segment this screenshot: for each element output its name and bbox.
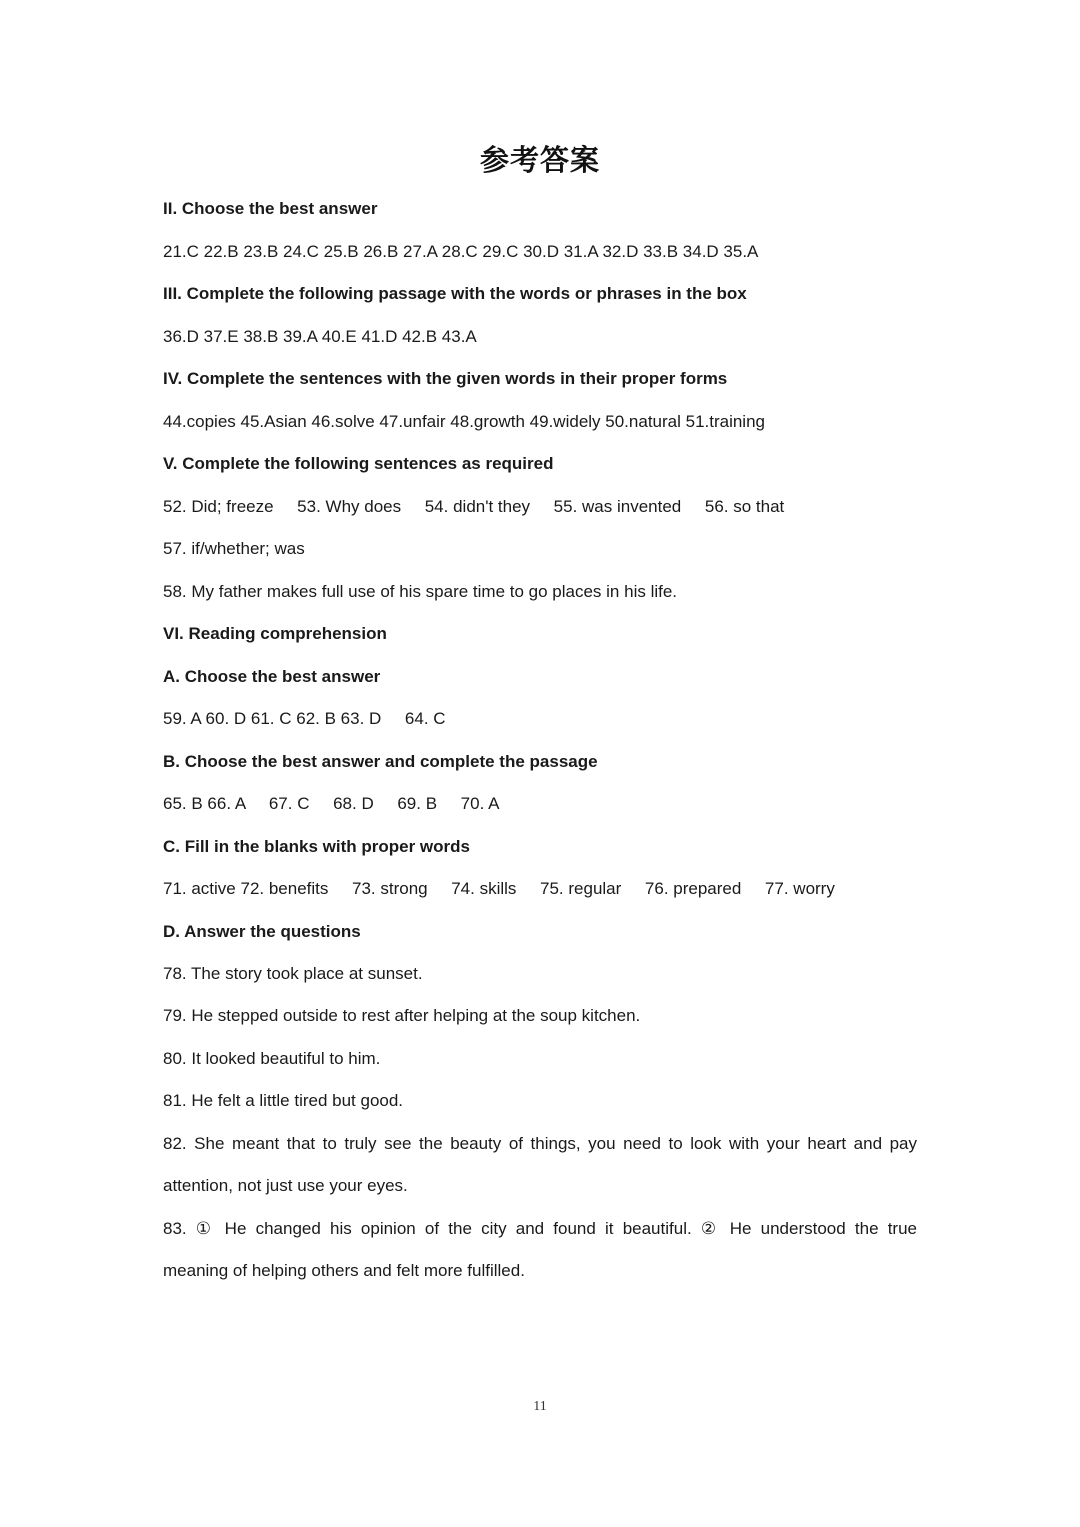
answer-80: 80. It looked beautiful to him. [163, 1049, 381, 1068]
section-6c-heading: C. Fill in the blanks with proper words [163, 837, 470, 856]
section-6-heading: VI. Reading comprehension [163, 624, 387, 643]
section-6b-heading: B. Choose the best answer and complete the passage [163, 752, 598, 771]
section-4-answers: 44.copies 45.Asian 46.solve 47.unfair 48.growth 49.widely 50.natural 51.training [163, 412, 765, 431]
page-number: 11 [533, 1399, 547, 1414]
section-2-answers: 21.C 22.B 23.B 24.C 25.B 26.B 27.A 28.C 29.C 30.D 31.A 32.D 33.B 34.D 35.A [163, 242, 759, 261]
section-2-heading: II. Choose the best answer [163, 199, 378, 218]
section-5-answers-line-2: 57. if/whether; was [163, 539, 305, 558]
answer-83-line-2: meaning of helping others and felt more fulfilled. [163, 1261, 525, 1280]
section-3-heading: III. Complete the following passage with the words or phrases in the box [163, 284, 747, 303]
section-6b-answers: 65. B 66. A 67. C 68. D 69. B 70. A [163, 794, 500, 813]
answer-82-line-2: attention, not just use your eyes. [163, 1176, 408, 1195]
answer-82-line-1: 82. She meant that to truly see the beauty of things, you need to look with your heart and pay [163, 1134, 917, 1153]
section-6d-heading: D. Answer the questions [163, 922, 361, 941]
page-title: 参考答案 [479, 143, 600, 177]
answer-81: 81. He felt a little tired but good. [163, 1091, 404, 1110]
section-5-heading: V. Complete the following sentences as required [163, 454, 554, 473]
section-6a-answers: 59. A 60. D 61. C 62. B 63. D 64. C [163, 709, 446, 728]
section-6a-heading: A. Choose the best answer [163, 667, 381, 686]
section-5-answers-line-3: 58. My father makes full use of his spare time to go places in his life. [163, 582, 678, 601]
answer-78: 78. The story took place at sunset. [163, 964, 423, 983]
section-3-answers: 36.D 37.E 38.B 39.A 40.E 41.D 42.B 43.A [163, 327, 477, 346]
section-4-heading: IV. Complete the sentences with the given words in their proper forms [163, 369, 728, 388]
answer-83-line-1: 83. ① He changed his opinion of the city and found it beautiful. ② He understood the true [163, 1219, 917, 1238]
section-5-answers-line-1: 52. Did; freeze 53. Why does 54. didn't they 55. was invented 56. so that [163, 497, 785, 516]
answer-79: 79. He stepped outside to rest after helping at the soup kitchen. [163, 1006, 641, 1025]
section-6c-answers: 71. active 72. benefits 73. strong 74. skills 75. regular 76. prepared 77. worry [163, 879, 835, 898]
